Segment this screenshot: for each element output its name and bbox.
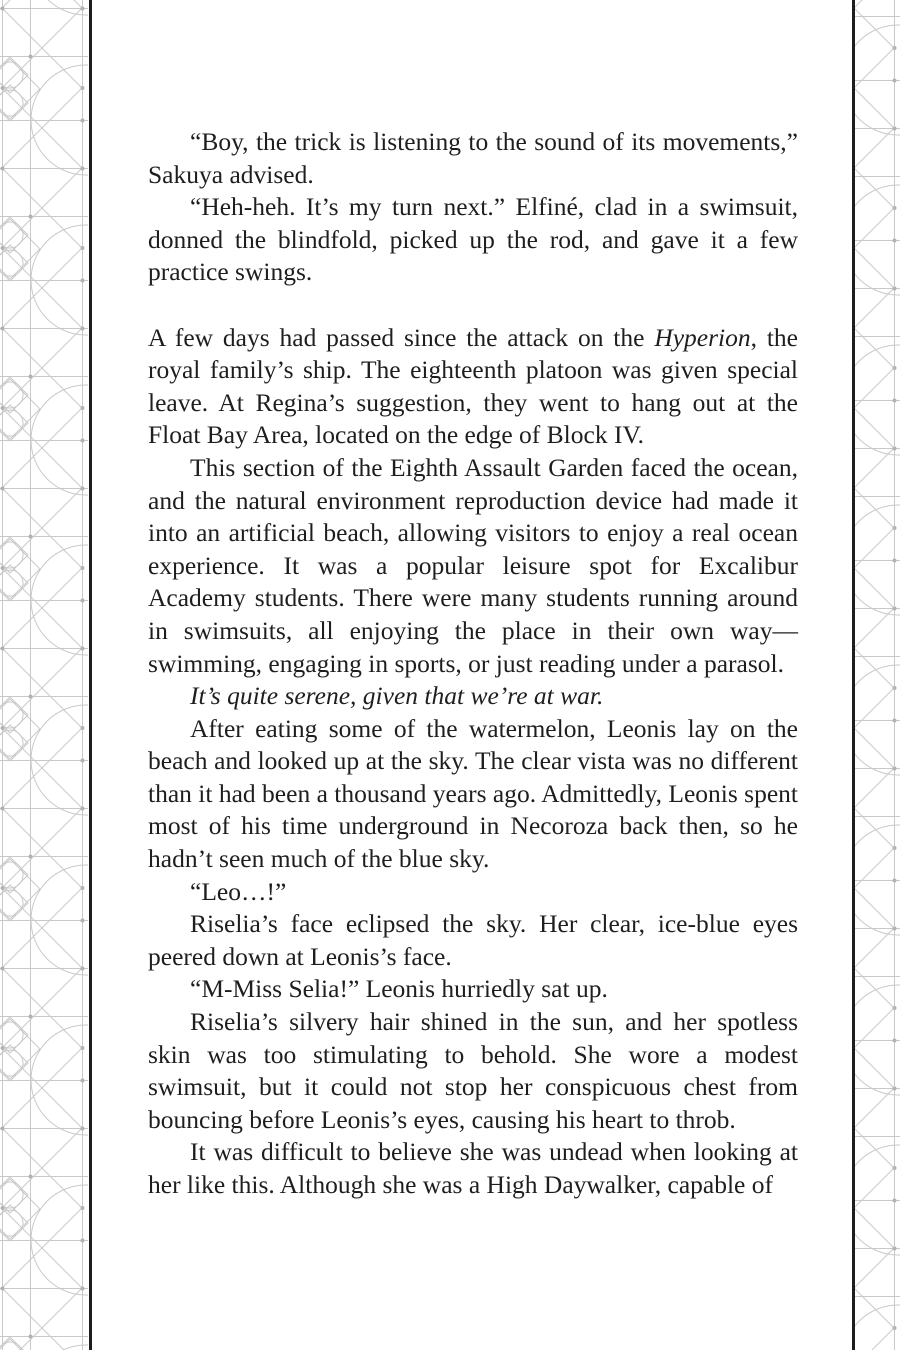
text-segment: It was difficult to believe she was undead when looking at her like this. Although she was a High Daywalker, capable of [148, 1137, 798, 1199]
paragraph [148, 1006, 798, 1136]
text-segment: A few days had passed since the attack on the [148, 322, 655, 352]
text-segment: “Heh-heh. It’s my turn next.” Elfiné, clad in a swimsuit, donned the blindfold, picked up the rod, and gave it a few practice swings. [148, 192, 798, 287]
right-border-ornament [855, 0, 900, 1350]
text-segment: This section of the Eighth Assault Garden faced the ocean, and the natural environment reproduction device had made it into an artificial beach, allowing visitors to enjoy a real ocean experience. It was a popular leisure spot for Excalibur Academy students. There were many students running around in swimsuits, all enjoying the place in their own way—swimming, engaging in sports, or just reading under a parasol. [148, 452, 798, 678]
left-vertical-rule [89, 0, 92, 1350]
paragraph [148, 908, 798, 973]
text-segment: “Leo…!” [190, 876, 287, 906]
text-segment: After eating some of the watermelon, Leonis lay on the beach and looked up at the sky. The clear vista was no different than it had been a thousand years ago. Admittedly, Leonis spent most of his time underground in Necoroza back then, so he hadn’t seen much of the blue sky. [148, 713, 798, 874]
italic-text-segment: It’s quite serene, given that we’re at war. [190, 681, 604, 711]
left-border-ornament [0, 0, 88, 1350]
right-vertical-rule [852, 0, 855, 1350]
paragraph [148, 191, 798, 289]
paragraph [148, 713, 798, 876]
text-segment: “Boy, the trick is listening to the sound of its movements,” Sakuya advised. [148, 127, 798, 189]
italic-text-segment: Hyperion [654, 322, 751, 352]
paragraph [148, 452, 798, 680]
text-segment: , the royal family’s ship. The eighteenth platoon was given special leave. At Regina’s suggestion, they went to hang out at the Float Bay Area, located on the edge of Block IV. [148, 322, 798, 450]
text-segment: “M-Miss Selia!” Leonis hurriedly sat up. [190, 974, 608, 1004]
paragraph [148, 1136, 798, 1201]
text-segment: Riselia’s face eclipsed the sky. Her clear, ice-blue eyes peered down at Leonis’s face. [148, 909, 798, 971]
paragraph [148, 322, 798, 452]
text-segment: Riselia’s silvery hair shined in the sun, and her spotless skin was too stimulating to behold. She wore a modest swimsuit, but it could not stop her conspicuous chest from bouncing before Leonis’s eyes, causing his heart to throb. [148, 1007, 798, 1134]
paragraph [148, 973, 798, 1006]
paragraph [148, 126, 798, 191]
paragraph [148, 876, 798, 909]
paragraph [148, 680, 798, 713]
page-text [148, 126, 798, 1202]
